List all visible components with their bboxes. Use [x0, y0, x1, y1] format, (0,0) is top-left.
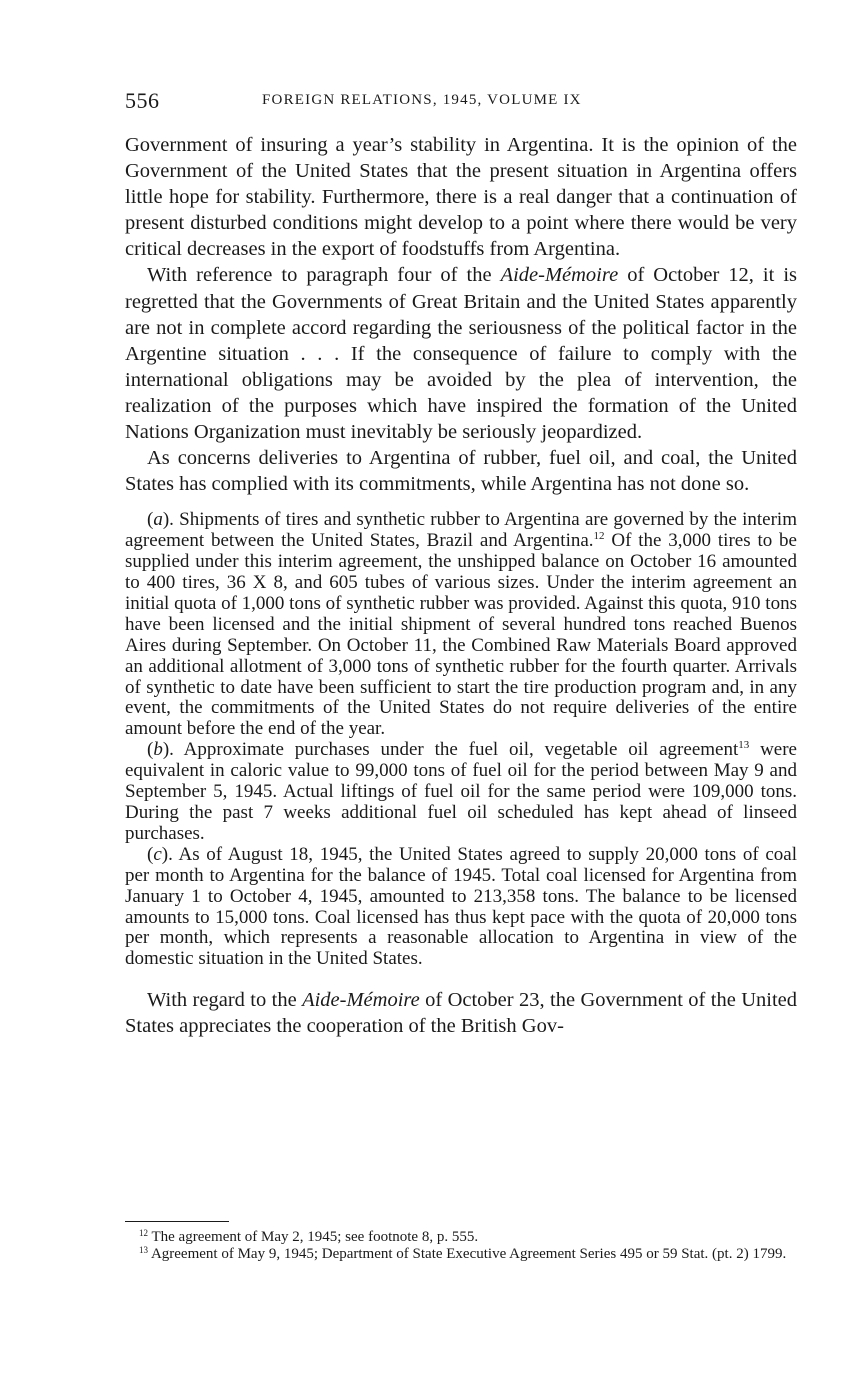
footnote-12-text: The agreement of May 2, 1945; see footnote 8, p. 555. [151, 1229, 479, 1245]
footnote-13-number: 13 [139, 1245, 148, 1255]
paragraph-3-text: As concerns deliveries to Argentina of rubber, fuel oil, and coal, the United States has complied with its commitments, while Argentina has not done so. [125, 447, 797, 496]
footnote-rule [125, 1221, 229, 1222]
paragraph-3 [125, 445, 797, 497]
footnotes [125, 1229, 797, 1263]
footnote-12 [125, 1229, 797, 1246]
paragraph-2-text-a: With reference to paragraph four of the [147, 264, 501, 287]
footnote-ref-13: 13 [738, 739, 750, 752]
quote-item-b: (b). Approximate purchases under the fuel oil, vegetable oil agreement$^{13}$ were equivalent in caloric value to 99,000 tons of fuel oil for the period between May 9 and September 5, 1945. Actual liftings of fuel oil for the same period were 109,000 tons. During the past 7 weeks additional fuel oil scheduled has kept ahead of linseed purchases. [125, 739, 797, 844]
footnote-13-text: Agreement of May 9, 1945; Department of State Executive Agreement Series 495 or 59 Stat. (pt. 2) 1799. [150, 1246, 787, 1262]
running-title: FOREIGN RELATIONS, 1945, VOLUME IX [262, 92, 582, 108]
quote-c-label: c [153, 843, 162, 865]
quote-a-label: a [153, 509, 163, 531]
body-text [125, 132, 797, 1039]
quote-c-text: . As of August 18, 1945, the United States agreed to supply 20,000 tons of coal per month to Argentina for the balance of 1945. Total coal licensed for Argentina from January 1 to October 4, 1945, amounted to 213,358 tons. The balance to be licensed amounts to 15,000 tons. Coal licensed has thus kept pace with the quota of 20,000 tons per month, which represents a reasonable allocation to Argentina in view of the domestic situation in the United States. [125, 843, 797, 970]
paragraph-2 [125, 262, 797, 445]
quoted-block [125, 510, 797, 970]
paragraph-4-text-a: With regard to the [147, 989, 303, 1012]
paragraph-1 [125, 132, 797, 262]
quote-b-text-2: were equivalent in caloric value to 99,000 tons of fuel oil for the period between May 9 and September 5, 1945. Actual liftings of fuel oil for the same period were 109,000 tons. During the past 7 weeks additional fuel oil scheduled has kept ahead of linseed purchases. [125, 739, 797, 844]
footnote-13 [125, 1246, 797, 1263]
paragraph-1-text: Government of insuring a year’s stability in Argentina. It is the opinion of the Government of the United States that the present situation in Argentina offers little hope for stability. Furthermore, there is a real danger that a continuation of present disturbed conditions might develop to a point where there would be very critical decreases in the export of foodstuffs from Argentina. [125, 134, 797, 261]
aide-memoire-title: Aide-Mémoire [500, 264, 619, 287]
quote-item-a: (a). Shipments of tires and synthetic rubber to Argentina are governed by the interim agreement between the United States, Brazil and Argentina.$^{12}$ Of the 3,000 tires to be supplied under this interim agreement, the unshipped balance on October 16 amounted to 400 tires, 36 X 8, and 605 tubes of various sizes. Under the interim agreement an initial quota of 1,000 tons of synthetic rubber was provided. Against this quota, 910 tons have been licensed and the initial shipment of several hundred tons reached Buenos Aires during September. On October 11, the Combined Raw Materials Board approved an additional allotment of 3,000 tons of synthetic rubber for the fourth quarter. Arrivals of synthetic to date have been sufficient to start the tire production program and, in any event, the commitments of the United States do not require deliveries of the entire amount before the end of the year. [125, 509, 797, 740]
quote-b-text-1: . Approximate purchases under the fuel oil, vegetable oil agreement [169, 739, 739, 761]
page-number: 556 [125, 88, 160, 113]
footnote-12-number: 12 [139, 1228, 148, 1238]
page-header [125, 88, 797, 118]
quote-a-text-2: Of the 3,000 tires to be supplied under this interim agreement, the unshipped balance on October 16 amounted to 400 tires, 36 X 8, and 605 tubes of various sizes. Under the interim agreement an initial quota of 1,000 tons of synthetic rubber was provided. Against this quota, 910 tons have been licensed and the initial shipment of several hundred tons reached Buenos Aires during September. On October 11, the Combined Raw Materials Board approved an additional allotment of 3,000 tons of synthetic rubber for the fourth quarter. Arrivals of synthetic to date have been sufficient to start the tire production program and, in any event, the commitments of the United States do not require deliveries of the entire amount before the end of the year. [125, 530, 797, 740]
quote-item-c: (c). As of August 18, 1945, the United States agreed to supply 20,000 tons of coal per month to Argentina for the balance of 1945. Total coal licensed for Argentina from January 1 to October 4, 1945, amounted to 213,358 tons. The balance to be licensed amounts to 15,000 tons. Coal licensed has thus kept pace with the quota of 20,000 tons per month, which represents a reasonable allocation to Argentina in view of the domestic situation in the United States. [125, 843, 797, 970]
aide-memoire-title-2: Aide-Mémoire [302, 989, 420, 1012]
footnote-ref-12: 12 [593, 530, 605, 543]
paragraph-4-text-b: of October 23, the Government of the United States appreciates the cooperation of the British Gov- [125, 989, 797, 1038]
section-gap [125, 970, 797, 987]
paragraph-4 [125, 987, 797, 1039]
quote-b-label: b [153, 739, 163, 761]
quote-a-text-1: . Shipments of tires and synthetic rubber to Argentina are governed by the interim agreement between the United States, Brazil and Argentina. [125, 509, 797, 552]
paragraph-2-text-b: of October 12, it is regretted that the Governments of Great Britain and the United States apparently are not in complete accord regarding the seriousness of the political factor in the Argentine situation . . . If the consequence of failure to comply with the international obligations may be avoided by the plea of intervention, the realization of the purposes which have inspired the formation of the United Nations Organization must inevitably be seriously jeopardized. [125, 264, 797, 444]
